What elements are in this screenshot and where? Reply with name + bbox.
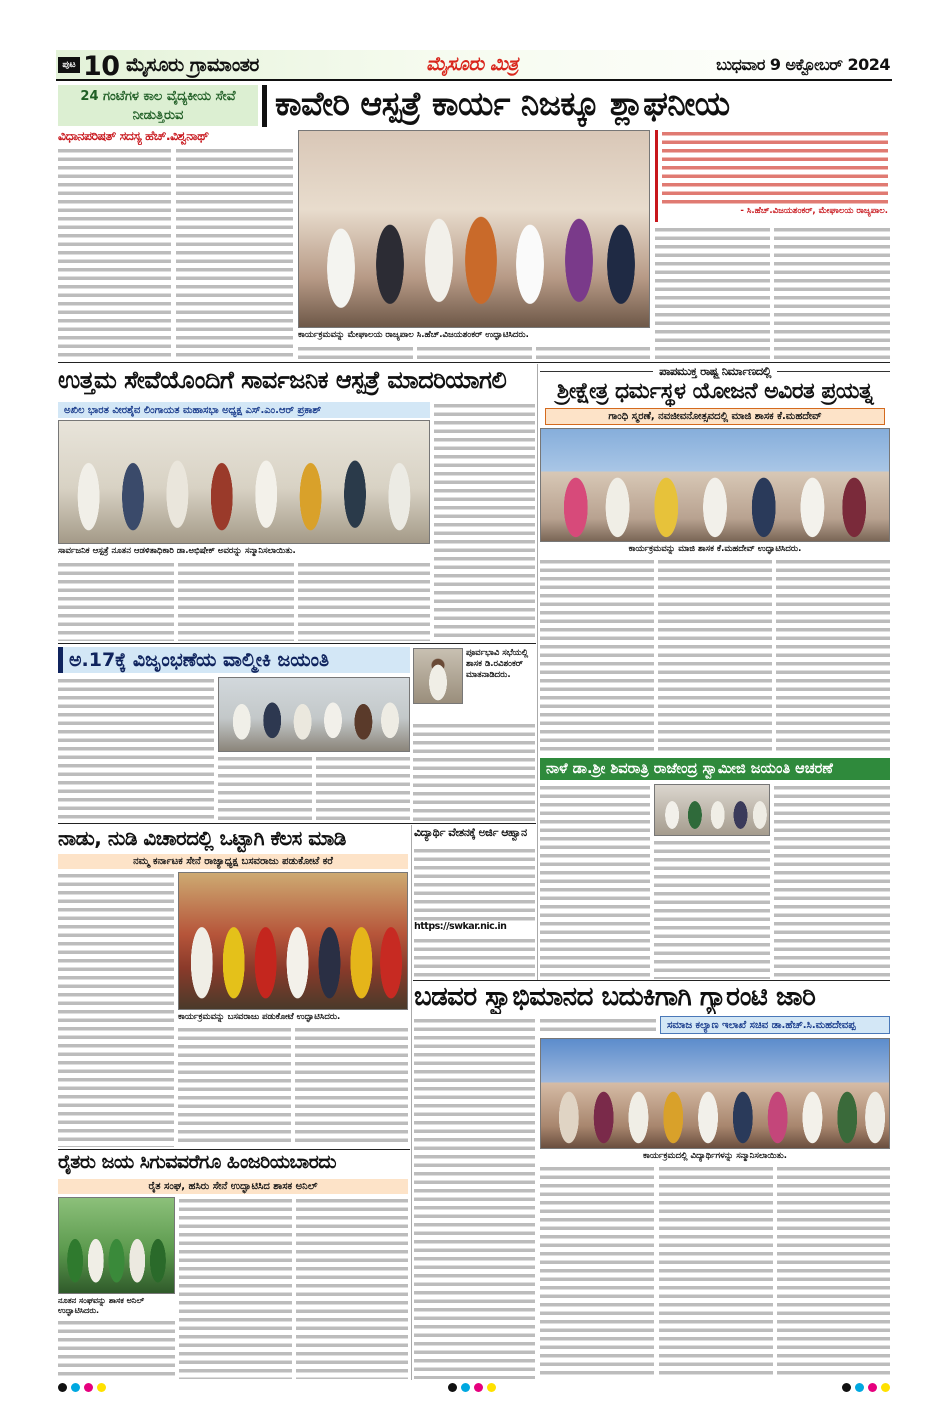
section-title: ಮೈಸೂರು ಗ್ರಾಮಾಂತರ [126, 55, 259, 76]
body-text [218, 755, 312, 821]
body-text [298, 561, 430, 641]
photo-caption: ಸಾರ್ವಜನಿಕ ಆಸ್ಪತ್ರೆ ನೂತನ ಆಡಳಿತಾಧಿಕಾರಿ ಡಾ.ಅಭಿಷೇಕ್ ಅವರನ್ನು ಸನ್ಮಾನಿಸಲಾಯಿತು. [58, 546, 296, 556]
body-text [413, 722, 535, 821]
body-text [58, 1319, 175, 1379]
body-text [540, 784, 650, 979]
subhead-text: ಸಮಾಜ ಕಲ್ಯಾಣ ಇಲಾಖೆ ಸಚಿವ ಡಾ.ಹೆಚ್.ಸಿ.ಮಹದೇವಪ್ಪ [667, 1019, 856, 1031]
pull-quote-text [662, 130, 888, 206]
story-scholarship-headline: ವಿದ್ಯಾರ್ಥಿ ವೇತನಕ್ಕೆ ಅರ್ಜಿ ಆಹ್ವಾನ [414, 827, 527, 839]
issue-date: ಬುಧವಾರ 9 ಅಕ್ಟೋಬರ್ 2024 [716, 56, 890, 74]
story-guarantee-headline: ಬಡವರ ಸ್ವಾಭಿಮಾನದ ಬದುಕಿಗಾಗಿ ಗ್ಯಾರಂಟಿ ಜಾರಿ [414, 983, 816, 1012]
body-text [777, 1165, 890, 1379]
photo-kaveri-stage [298, 130, 650, 328]
body-text [540, 1017, 656, 1035]
section-divider [58, 643, 536, 644]
color-dot [855, 1383, 864, 1392]
subhead-text: ನಮ್ಮ ಕರ್ನಾಟಕ ಸೇನೆ ರಾಜ್ಯಾಧ್ಯಕ್ಷ ಬಸವರಾಜು ಪಡುಕೋಟೆ ಕರೆ [133, 856, 333, 867]
color-dot [84, 1383, 93, 1392]
photo-hospital-felicitation [58, 420, 430, 544]
body-text [654, 839, 770, 979]
photo-caption: ಕಾರ್ಯಕ್ರಮವನ್ನು ಮಾಜಿ ಶಾಸಕ ಕೆ.ಮಹದೇವ್ ಉದ್ಘಾಟಿಸಿದರು. [628, 544, 802, 554]
masthead-logo: ಮೈಸೂರು ಮಿತ್ರ [426, 54, 518, 75]
section-divider [58, 823, 536, 824]
side-caption [466, 648, 536, 718]
color-dot [448, 1383, 457, 1392]
pull-quote-attribution: - ಸಿ.ಹೆಚ್.ವಿಜಯಶಂಕರ್, ಮೇಘಾಲಯ ರಾಜ್ಯಪಾಲ. [740, 206, 888, 216]
body-text [58, 147, 171, 359]
photo-farmers-association [58, 1197, 175, 1294]
body-text [414, 937, 535, 979]
body-text [316, 755, 410, 821]
kicker-text: 24 ಗಂಟೆಗಳ ಕಾಲ ವೈದ್ಯಕೀಯ ಸೇವೆ ನೀಡುತ್ತಿರುವ [80, 89, 236, 123]
body-text [178, 561, 294, 641]
subhead-text: ಅಖಿಲ ಭಾರತ ವೀರಶೈವ ಲಿಂಗಾಯತ ಮಹಾಸಭಾ ಅಧ್ಯಕ್ಷ ಎಸ್.ಎಂ.ಆರ್ ಪ್ರಕಾಶ್ [64, 404, 322, 416]
color-dot [58, 1383, 67, 1392]
story-valmiki-headline [58, 647, 410, 673]
column-divider [411, 825, 412, 1380]
story-dharmasthala-kicker: ಪಾಪಮುಕ್ತ ರಾಷ್ಟ್ರ ನಿರ್ಮಾಣದಲ್ಲಿ [659, 364, 771, 378]
side-caption-text: ಪೂರ್ವಭಾವಿ ಸಭೆಯಲ್ಲಿ ಶಾಸಕ ಡಿ.ರವಿಶಂಕರ್ ಮಾತನಾಡಿದರು. [466, 648, 529, 680]
body-text [296, 1197, 408, 1379]
color-dot [97, 1383, 106, 1392]
story-dharmasthala-kicker-wrap [540, 364, 890, 379]
color-dot [842, 1383, 851, 1392]
story-nadu-nudi-headline: ನಾಡು, ನುಡಿ ವಿಚಾರದಲ್ಲಿ ಒಟ್ಟಾಗಿ ಕೆಲಸ ಮಾಡಿ [58, 827, 346, 850]
headline-text: ನಾಳೆ ಡಾ.ಶ್ರೀ ಶಿವರಾತ್ರಿ ರಾಜೇಂದ್ರ ಸ್ವಾಮೀಜಿ ಜಯಂತಿ ಆಚರಣೆ [546, 761, 833, 777]
body-text [540, 558, 654, 754]
story-guarantee-subhead [660, 1016, 890, 1034]
headline-text: ಅ.17ಕ್ಕೆ ವಿಜೃಂಭಣೆಯ ವಾಲ್ಮೀಕಿ ಜಯಂತಿ [69, 649, 330, 671]
color-dot [71, 1383, 80, 1392]
body-text [58, 677, 214, 821]
body-text [774, 784, 890, 979]
section-divider [58, 362, 890, 363]
story-hospital-headline: ಉತ್ತಮ ಸೇವೆಯೊಂದಿಗೆ ಸಾರ್ವಜನಿಕ ಆಸ್ಪತ್ರೆ ಮಾದರಿಯಾಗಲಿ [58, 367, 507, 394]
story-kaveri-headline: ಕಾವೇರಿ ಆಸ್ಪತ್ರೆ ಕಾರ್ಯ ನಿಜಕ್ಕೂ ಶ್ಲಾಘನೀಯ [262, 85, 890, 127]
body-text [414, 1017, 535, 1379]
column-divider [537, 364, 538, 980]
body-text [176, 147, 293, 359]
body-text [659, 1165, 773, 1379]
story-farmers-subhead [58, 1179, 408, 1194]
story-kaveri-byline: ವಿಧಾನಪರಿಷತ್ ಸದಸ್ಯ ಹೆಚ್.ವಿಶ್ವನಾಥ್ [58, 129, 209, 143]
photo-caption-text: ನೂತನ ಸಂಘವನ್ನು ಶಾಸಕ ಅನಿಲ್ ಉದ್ಘಾಟಿಸಿದರು. [58, 1296, 145, 1315]
color-dot [474, 1383, 483, 1392]
photo-caption: ಕಾರ್ಯಕ್ರಮವನ್ನು ಬಸವರಾಜು ಪಡುಕೋಟೆ ಉದ್ಘಾಟಿಸಿದರು. [178, 1012, 341, 1022]
subhead-text: ಗಾಂಧಿ ಸ್ಮರಣೆ, ನವಜೀವನೋತ್ಸವದಲ್ಲಿ ಮಾಜಿ ಶಾಸಕ ಕೆ.ಮಹದೇವ್ [608, 411, 822, 422]
body-text [414, 847, 535, 921]
body-text [540, 1165, 654, 1379]
body-text [178, 1026, 291, 1147]
subhead-text: ರೈತ ಸಂಘ, ಹಸಿರು ಸೇನೆ ಉದ್ಘಾಟಿಸಿದ ಶಾಸಕ ಅನಿಲ್ [148, 1181, 318, 1192]
page-label: ಪುಟ [58, 57, 80, 73]
story-nadu-nudi-subhead [58, 854, 408, 869]
body-text [658, 558, 772, 754]
body-text [774, 226, 890, 360]
body-text [295, 1026, 408, 1147]
photo-nadu-nudi-inauguration [178, 872, 408, 1010]
story-farmers-headline: ರೈತರು ಜಯ ಸಿಗುವವರೆಗೂ ಹಿಂಜರಿಯಬಾರದು [58, 1152, 337, 1173]
body-text [536, 345, 650, 360]
photo-caption: ಕಾರ್ಯಕ್ರಮವನ್ನು ಮೇಘಾಲಯ ರಾಜ್ಯಪಾಲ ಸಿ.ಹೆಚ್.ವಿಜಯಶಂಕರ್ ಉದ್ಘಾಟಿಸಿದರು. [298, 330, 529, 340]
story-kaveri-kicker [58, 85, 258, 126]
photo-shivaratri-meeting [654, 784, 770, 836]
color-dot [881, 1383, 890, 1392]
body-text [776, 558, 890, 754]
photo-caption: ಕಾರ್ಯಕ್ರಮದಲ್ಲಿ ವಿದ್ಯಾರ್ಥಿಗಳನ್ನು ಸನ್ಮಾನಿಸಲಾಯಿತು. [643, 1151, 787, 1161]
body-text [179, 1197, 292, 1379]
photo-guarantee-students [540, 1038, 890, 1149]
photo-valmiki-podium [413, 648, 463, 704]
body-text [58, 872, 174, 1147]
photo-dharmasthala-event [540, 428, 890, 542]
color-dot [487, 1383, 496, 1392]
story-dharmasthala-subhead [545, 408, 885, 425]
body-text [434, 402, 535, 640]
pull-quote-box [655, 130, 890, 222]
story-dharmasthala-headline: ಶ್ರೀಕ್ಷೇತ್ರ ಧರ್ಮಸ್ಥಳ ಯೋಜನೆ ಅವಿರತ ಪ್ರಯತ್ನ [556, 379, 874, 404]
body-text [417, 345, 532, 360]
section-divider [413, 980, 890, 981]
story-hospital-subhead [58, 402, 430, 418]
photo-valmiki-meeting [218, 677, 410, 752]
page-number: 10 [83, 51, 120, 80]
color-dot [868, 1383, 877, 1392]
section-divider [58, 1149, 410, 1150]
application-url: https://swkar.nic.in [414, 922, 507, 932]
body-text [655, 226, 770, 360]
story-shivaratri-headline [540, 758, 890, 780]
photo-caption [58, 1296, 175, 1318]
body-text [58, 561, 174, 641]
body-text [298, 345, 413, 360]
color-dot [461, 1383, 470, 1392]
